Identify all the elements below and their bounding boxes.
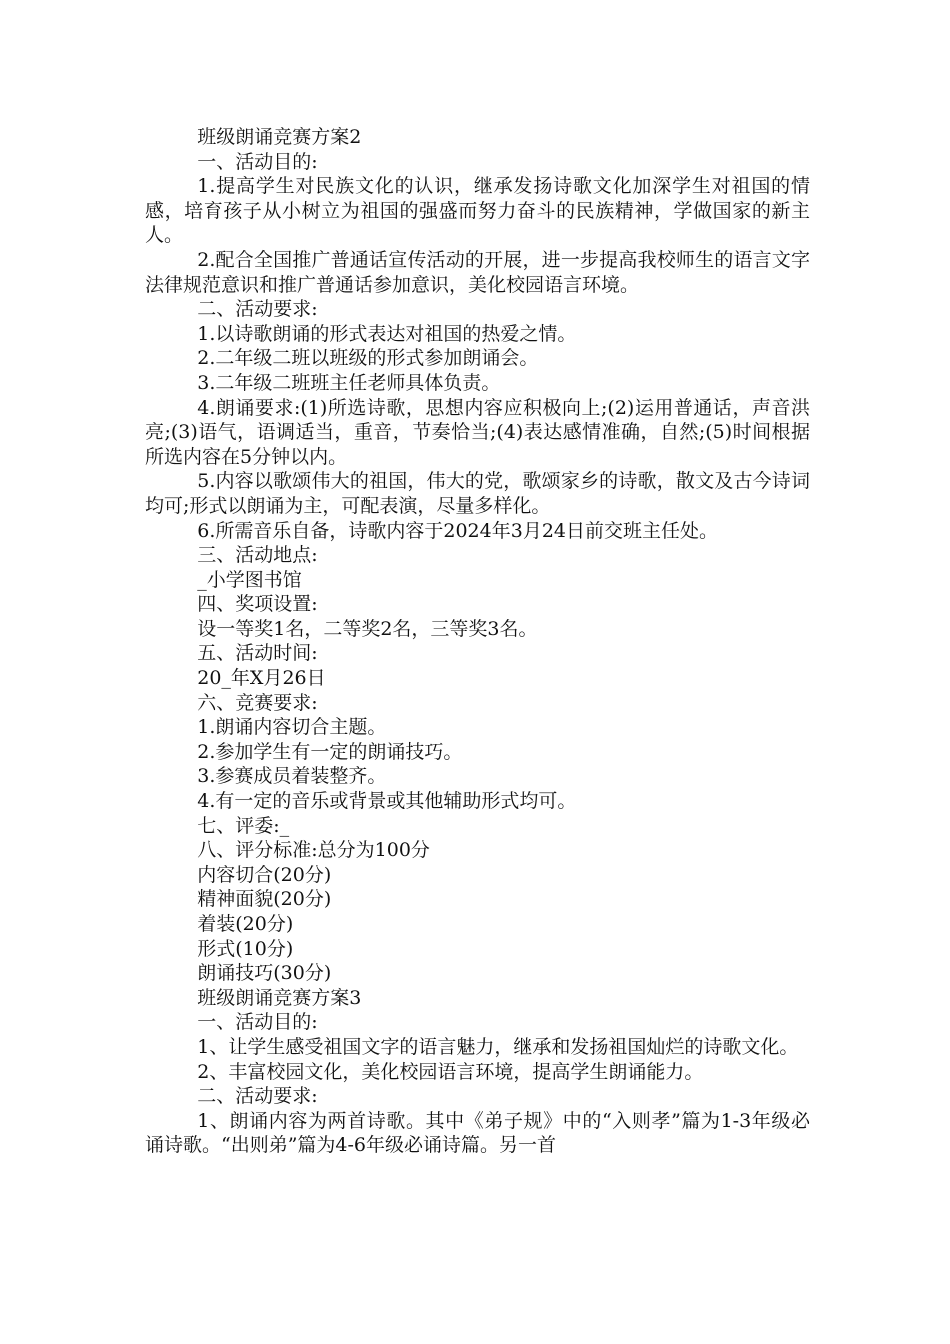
list-item: 6.所需音乐自备，诗歌内容于2024年3月24日前交班主任处。 (197, 519, 718, 542)
score-item: 精神面貌(20分) (197, 888, 332, 911)
score-item: 朗诵技巧(30分) (197, 962, 332, 985)
paragraph: 1、让学生感受祖国文字的语言魅力，继承和发扬祖国灿烂的诗歌文化。 (197, 1035, 799, 1058)
section-heading: 二、活动要求: (197, 298, 318, 321)
plan-2-title: 班级朗诵竞赛方案2 (197, 126, 362, 148)
section-heading: 一、活动目的: (197, 1011, 318, 1034)
section-heading: 三、活动地点: (197, 544, 318, 567)
list-item: 1.以诗歌朗诵的形式表达对祖国的热爱之情。 (197, 322, 577, 345)
score-item: 内容切合(20分) (197, 863, 332, 886)
list-item: 2.二年级二班以班级的形式参加朗诵会。 (197, 347, 539, 370)
paragraph: 1.提高学生对民族文化的认识，继承发扬诗歌文化加深学生对祖国的情感，培育孩子从小树立为祖国的强盛而努力奋斗的民族精神，学做国家的新主人。 (145, 175, 810, 247)
section-heading: 五、活动时间: (197, 642, 318, 665)
paragraph: 1、朗诵内容为两首诗歌。其中《弟子规》中的“入则孝”篇为1-3年级必诵诗歌。“出则弟”篇为4-6年级必诵诗篇。另一首 (145, 1109, 810, 1157)
list-item: 4.有一定的音乐或背景或其他辅助形式均可。 (197, 790, 577, 813)
section-heading: 八、评分标准:总分为100分 (197, 839, 430, 862)
document-body (145, 125, 810, 1158)
plan-3-title: 班级朗诵竞赛方案3 (197, 986, 362, 1009)
paragraph: 2、丰富校园文化，美化校园语言环境，提高学生朗诵能力。 (197, 1060, 704, 1083)
list-item: 4.朗诵要求:(1)所选诗歌，思想内容应积极向上;(2)运用普通话，声音洪亮;(3)语气，语调适当，重音，节奏恰当;(4)表达感情准确，自然;(5)时间根据所选内容在5分钟以内。 (145, 396, 810, 468)
paragraph: _小学图书馆 (197, 568, 302, 591)
score-item: 形式(10分) (197, 937, 294, 960)
section-heading: 二、活动要求: (197, 1085, 318, 1108)
section-heading: 一、活动目的: (197, 150, 318, 173)
paragraph: 2.配合全国推广普通话宣传活动的开展，进一步提高我校师生的语言文字法律规范意识和推广普通话参加意识，美化校园语言环境。 (145, 248, 810, 296)
section-heading: 七、评委:_ (197, 814, 290, 837)
list-item: 5.内容以歌颂伟大的祖国，伟大的党，歌颂家乡的诗歌，散文及古今诗词均可;形式以朗诵为主，可配表演，尽量多样化。 (145, 470, 810, 517)
paragraph: 设一等奖1名，二等奖2名，三等奖3名。 (197, 617, 538, 640)
section-heading: 四、奖项设置: (197, 593, 318, 616)
paragraph: 20_年X月26日 (197, 667, 326, 690)
score-item: 着装(20分) (197, 913, 294, 935)
section-heading: 六、竞赛要求: (197, 691, 318, 714)
list-item: 3.参赛成员着装整齐。 (197, 765, 387, 788)
list-item: 2.参加学生有一定的朗诵技巧。 (197, 740, 463, 763)
list-item: 3.二年级二班班主任老师具体负责。 (197, 371, 501, 394)
list-item: 1.朗诵内容切合主题。 (197, 716, 387, 739)
